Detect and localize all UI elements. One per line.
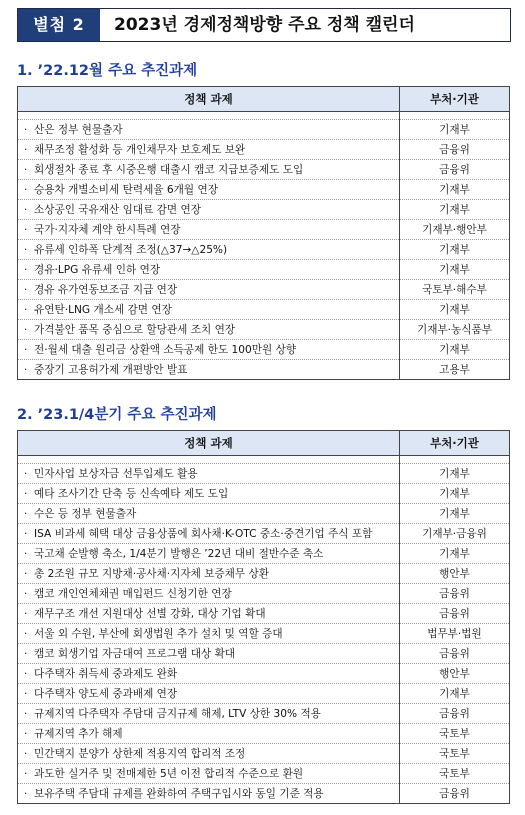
bullet-icon: ·: [24, 164, 28, 176]
policy-task-text: 캠코 회생기업 자금대여 프로그램 대상 확대: [34, 648, 236, 660]
table-row: [18, 604, 510, 624]
policy-task-cell: [18, 764, 400, 784]
table-row: [18, 784, 510, 804]
ministry-cell: 기재부: [400, 340, 510, 360]
policy-task-text: 경유·LPG 유류세 인하 연장: [34, 264, 161, 276]
policy-task-cell: [18, 504, 400, 524]
table-row: [18, 644, 510, 664]
bullet-icon: ·: [24, 608, 28, 620]
policy-task-text: 소상공인 국유재산 임대료 감면 연장: [34, 204, 201, 216]
policy-task-cell: [18, 624, 400, 644]
ministry-cell: 국토부·해수부: [400, 280, 510, 300]
table-row: [18, 484, 510, 504]
appendix-badge: 별첨 2: [18, 9, 100, 41]
bullet-icon: ·: [24, 708, 28, 720]
ministry-cell: 국토부: [400, 724, 510, 744]
table-row: [18, 524, 510, 544]
bullet-icon: ·: [24, 768, 28, 780]
policy-task-cell: [18, 744, 400, 764]
table-row: [18, 180, 510, 200]
bullet-icon: ·: [24, 364, 28, 376]
bullet-icon: ·: [24, 264, 28, 276]
table-row: [18, 340, 510, 360]
ministry-cell: 금융위: [400, 644, 510, 664]
bullet-icon: ·: [24, 588, 28, 600]
policy-task-text: 다주택자 취득세 중과제도 완화: [34, 668, 178, 680]
table-header-row: [18, 431, 510, 456]
policy-table-dec-2022: [17, 86, 510, 380]
table-row: [18, 200, 510, 220]
policy-task-cell: [18, 320, 400, 340]
column-header-ministry: 부처·기관: [400, 431, 510, 456]
ministry-cell: 금융위: [400, 160, 510, 180]
policy-task-cell: [18, 180, 400, 200]
table-row: [18, 360, 510, 380]
table-row: [18, 664, 510, 684]
table-row: [18, 544, 510, 564]
column-header-ministry: 부처·기관: [400, 87, 510, 112]
policy-task-text: 예타 조사기간 단축 등 신속예타 제도 도입: [34, 488, 229, 500]
table-row: [18, 744, 510, 764]
bullet-icon: ·: [24, 648, 28, 660]
ministry-cell: 기재부: [400, 504, 510, 524]
bullet-icon: ·: [24, 224, 28, 236]
table-row: [18, 260, 510, 280]
policy-task-text: 전·월세 대출 원리금 상환액 소득공제 한도 100만원 상향: [34, 344, 297, 356]
table-row: [18, 564, 510, 584]
policy-task-cell: [18, 140, 400, 160]
document-header: [17, 8, 511, 42]
policy-task-cell: [18, 280, 400, 300]
policy-task-text: 민자사업 보상자금 선투입제도 활용: [34, 468, 198, 480]
bullet-icon: ·: [24, 324, 28, 336]
ministry-cell: 기재부: [400, 240, 510, 260]
bullet-icon: ·: [24, 144, 28, 156]
policy-task-text: 경유 유가연동보조금 지급 연장: [34, 284, 178, 296]
policy-task-cell: [18, 300, 400, 320]
column-header-task: 정책 과제: [18, 87, 400, 112]
policy-task-cell: [18, 584, 400, 604]
table-spacer-row: [18, 456, 510, 464]
policy-task-cell: [18, 704, 400, 724]
policy-task-text: 캠코 개인연체채권 매입펀드 신청기한 연장: [34, 588, 232, 600]
bullet-icon: ·: [24, 468, 28, 480]
policy-task-text: 서울 외 수원, 부산에 회생법원 추가 설치 및 역할 증대: [34, 628, 283, 640]
column-header-task: 정책 과제: [18, 431, 400, 456]
table-row: [18, 504, 510, 524]
policy-task-cell: [18, 464, 400, 484]
policy-task-cell: [18, 220, 400, 240]
table-row: [18, 140, 510, 160]
ministry-cell: 국토부: [400, 744, 510, 764]
ministry-cell: 금융위: [400, 140, 510, 160]
policy-task-text: 다주택자 양도세 중과배제 연장: [34, 688, 178, 700]
ministry-cell: 행안부: [400, 564, 510, 584]
bullet-icon: ·: [24, 184, 28, 196]
policy-task-cell: [18, 524, 400, 544]
policy-task-text: 승용차 개별소비세 탄력세율 6개월 연장: [34, 184, 218, 196]
policy-task-text: 유류세 인하폭 단계적 조정(△37→△25%): [34, 244, 228, 256]
ministry-cell: 고용부: [400, 360, 510, 380]
ministry-cell: 금융위: [400, 604, 510, 624]
policy-task-text: 국가·지자체 계약 한시특례 연장: [34, 224, 181, 236]
ministry-cell: 기재부·농식품부: [400, 320, 510, 340]
table-header-row: [18, 87, 510, 112]
bullet-icon: ·: [24, 204, 28, 216]
policy-task-text: 산은 정부 현물출자: [34, 124, 123, 136]
policy-task-cell: [18, 724, 400, 744]
policy-task-text: 채무조정 활성화 등 개인채무자 보호제도 보완: [34, 144, 246, 156]
ministry-cell: 국토부: [400, 764, 510, 784]
table-row: [18, 160, 510, 180]
bullet-icon: ·: [24, 568, 28, 580]
policy-task-cell: [18, 260, 400, 280]
ministry-cell: 기재부: [400, 260, 510, 280]
section-1-title: 1. ’22.12월 주요 추진과제: [17, 63, 198, 79]
table-spacer-row: [18, 112, 510, 120]
policy-task-cell: [18, 160, 400, 180]
table-row: [18, 764, 510, 784]
policy-task-cell: [18, 544, 400, 564]
bullet-icon: ·: [24, 284, 28, 296]
table-row: [18, 300, 510, 320]
policy-task-cell: [18, 484, 400, 504]
table-row: [18, 280, 510, 300]
policy-task-text: 수은 등 정부 현물출자: [34, 508, 137, 520]
policy-task-text: ISA 비과세 혜택 대상 금융상품에 회사채·K-OTC 중소·중견기업 주식 포함: [34, 528, 373, 540]
ministry-cell: 기재부: [400, 484, 510, 504]
bullet-icon: ·: [24, 124, 28, 136]
table-row: [18, 220, 510, 240]
bullet-icon: ·: [24, 628, 28, 640]
policy-task-cell: [18, 360, 400, 380]
bullet-icon: ·: [24, 488, 28, 500]
policy-task-cell: [18, 604, 400, 624]
policy-task-cell: [18, 644, 400, 664]
table-row: [18, 684, 510, 704]
policy-task-text: 가격불안 품목 중심으로 할당관세 조치 연장: [34, 324, 236, 336]
table-row: [18, 240, 510, 260]
table-body: [18, 456, 510, 804]
bullet-icon: ·: [24, 344, 28, 356]
bullet-icon: ·: [24, 688, 28, 700]
policy-task-text: 회생절차 종료 후 시중은행 대출시 캠코 지급보증제도 도입: [34, 164, 304, 176]
policy-task-cell: [18, 564, 400, 584]
table-row: [18, 464, 510, 484]
policy-task-cell: [18, 200, 400, 220]
ministry-cell: 기재부: [400, 200, 510, 220]
ministry-cell: 금융위: [400, 704, 510, 724]
policy-task-text: 유연탄·LNG 개소세 감면 연장: [34, 304, 172, 316]
policy-task-text: 규제지역 다주택자 주담대 금지규제 해제, LTV 상한 30% 적용: [34, 708, 321, 720]
ministry-cell: 법무부·법원: [400, 624, 510, 644]
ministry-cell: 기재부·금융위: [400, 524, 510, 544]
ministry-cell: 기재부: [400, 180, 510, 200]
policy-task-text: 국고채 순발행 축소, 1/4분기 발행은 ’22년 대비 절반수준 축소: [34, 548, 324, 560]
table-body: [18, 112, 510, 380]
policy-task-text: 과도한 실거주 및 전매제한 5년 이전 합리적 수준으로 환원: [34, 768, 304, 780]
table-row: [18, 624, 510, 644]
policy-task-cell: [18, 784, 400, 804]
table-row: [18, 320, 510, 340]
bullet-icon: ·: [24, 728, 28, 740]
policy-task-cell: [18, 684, 400, 704]
table-row: [18, 584, 510, 604]
bullet-icon: ·: [24, 548, 28, 560]
ministry-cell: 기재부: [400, 120, 510, 140]
policy-task-cell: [18, 240, 400, 260]
policy-task-cell: [18, 664, 400, 684]
bullet-icon: ·: [24, 788, 28, 800]
policy-task-text: 재무구조 개선 지원대상 선별 강화, 대상 기업 확대: [34, 608, 266, 620]
ministry-cell: 금융위: [400, 584, 510, 604]
bullet-icon: ·: [24, 668, 28, 680]
policy-task-text: 총 2조원 규모 지방채·공사채·지자체 보증채무 상환: [34, 568, 269, 580]
bullet-icon: ·: [24, 528, 28, 540]
policy-task-text: 규제지역 추가 해제: [34, 728, 123, 740]
table-row: [18, 724, 510, 744]
bullet-icon: ·: [24, 748, 28, 760]
section-2-title: 2. ’23.1/4분기 주요 추진과제: [17, 407, 217, 423]
table-row: [18, 704, 510, 724]
ministry-cell: 기재부: [400, 300, 510, 320]
policy-task-text: 보유주택 주담대 규제를 완화하여 주택구입시와 동일 기준 적용: [34, 788, 324, 800]
policy-task-cell: [18, 340, 400, 360]
ministry-cell: 행안부: [400, 664, 510, 684]
bullet-icon: ·: [24, 508, 28, 520]
ministry-cell: 기재부: [400, 684, 510, 704]
ministry-cell: 금융위: [400, 784, 510, 804]
ministry-cell: 기재부: [400, 464, 510, 484]
policy-table-q1-2023: [17, 430, 510, 804]
ministry-cell: 기재부: [400, 544, 510, 564]
ministry-cell: 기재부·행안부: [400, 220, 510, 240]
bullet-icon: ·: [24, 304, 28, 316]
bullet-icon: ·: [24, 244, 28, 256]
policy-task-cell: [18, 120, 400, 140]
policy-task-text: 민간택지 분양가 상한제 적용지역 합리적 조정: [34, 748, 246, 760]
table-row: [18, 120, 510, 140]
policy-task-text: 중장기 고용허가제 개편방안 발표: [34, 364, 188, 376]
document-title: 2023년 경제정책방향 주요 정책 캘린더: [114, 15, 415, 35]
